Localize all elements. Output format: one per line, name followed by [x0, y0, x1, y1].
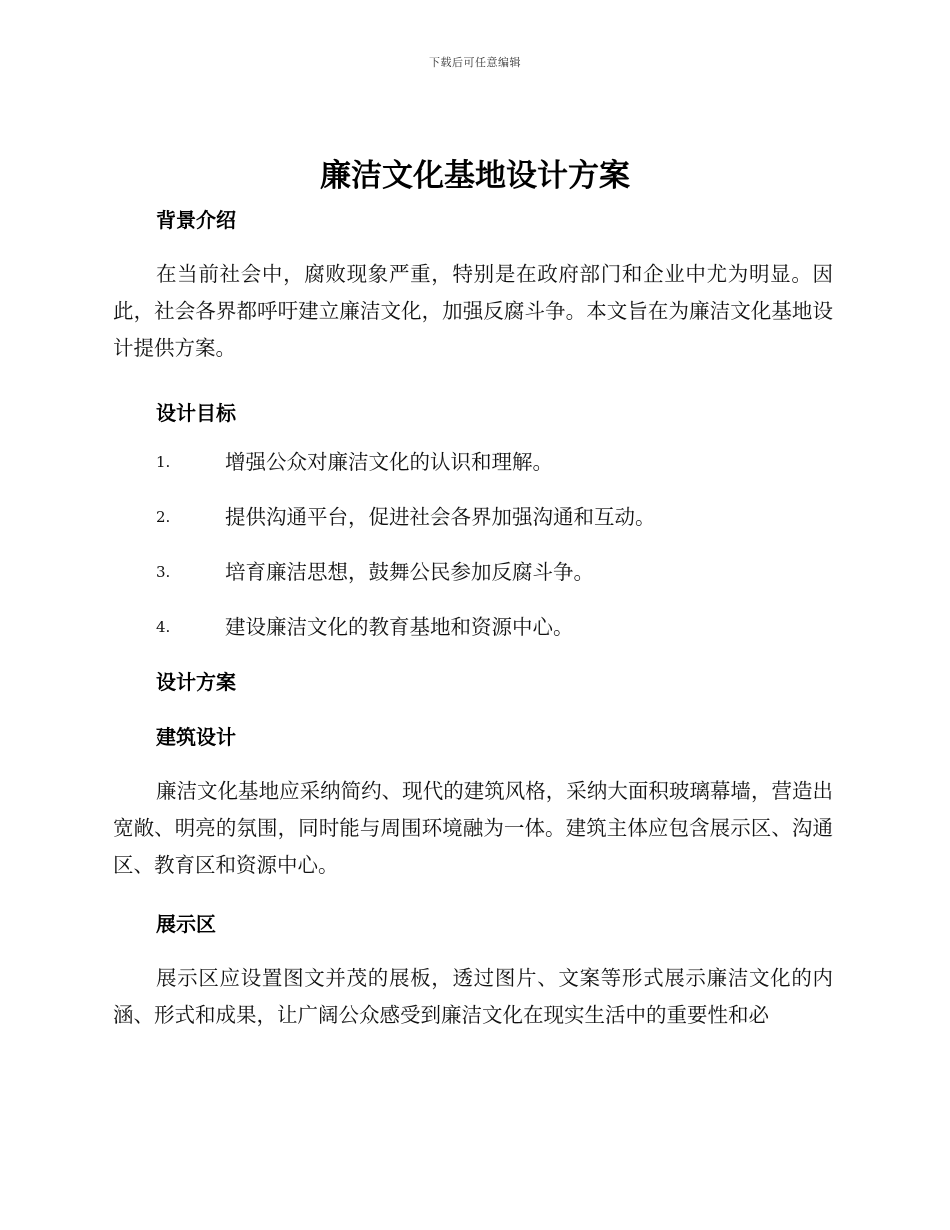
list-item-text: 建设廉洁文化的教育基地和资源中心。 [225, 615, 574, 639]
list-item [113, 545, 833, 600]
document-body [113, 200, 833, 1034]
list-item-number: 2. [156, 508, 171, 526]
list-item [113, 435, 833, 490]
section-heading-architecture: 建筑设计 [156, 725, 236, 749]
goals-list [113, 435, 833, 655]
exhibition-paragraph: 展示区应设置图文并茂的展板，透过图片、文案等形式展示廉洁文化的内涵、形式和成果，让广阔公众感受到廉洁文化在现实生活中的重要性和必 [113, 966, 833, 1027]
list-item-text: 增强公众对廉洁文化的认识和理解。 [225, 450, 553, 474]
list-item [113, 490, 833, 545]
list-item-number: 1. [156, 453, 171, 471]
list-item [113, 600, 833, 655]
document-title: 廉洁文化基地设计方案 [320, 158, 630, 194]
section-heading-background: 背景介绍 [156, 208, 236, 232]
section-heading-goals: 设计目标 [156, 401, 236, 425]
list-item-text: 培育廉洁思想，鼓舞公民参加反腐斗争。 [225, 560, 594, 584]
section-heading-plan: 设计方案 [156, 670, 236, 694]
architecture-paragraph: 廉洁文化基地应采纳简约、现代的建筑风格，采纳大面积玻璃幕墙，营造出宽敞、明亮的氛围，同时能与周围环境融为一体。建筑主体应包含展示区、沟通区、教育区和资源中心。 [113, 779, 833, 877]
list-item-text: 提供沟通平台，促进社会各界加强沟通和互动。 [225, 505, 656, 529]
list-item-number: 3. [156, 563, 171, 581]
list-item-number: 4. [156, 618, 171, 636]
section-heading-exhibition: 展示区 [156, 912, 216, 936]
header-note: 下载后可任意编辑 [429, 56, 521, 69]
background-paragraph: 在当前社会中，腐败现象严重，特别是在政府部门和企业中尤为明显。因此，社会各界都呼吁建立廉洁文化，加强反腐斗争。本文旨在为廉洁文化基地设计提供方案。 [113, 262, 833, 360]
